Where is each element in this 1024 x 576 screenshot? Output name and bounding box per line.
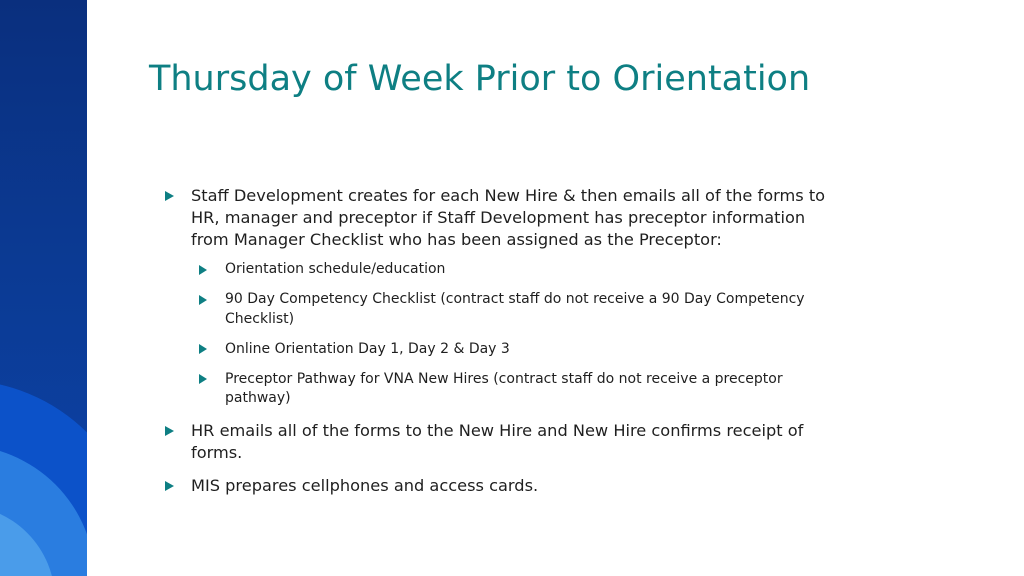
- bullet-list: [160, 185, 840, 497]
- bullet-text: Staff Development creates for each New Hire & then emails all of the forms to HR, manager and preceptor if Staff Development has preceptor information from Manager Checklist who has been assigned as the Preceptor:: [191, 186, 826, 249]
- bullet-text: MIS prepares cellphones and access cards.: [191, 475, 539, 495]
- sub-bullet-item: [194, 260, 840, 280]
- bullet-arrow-icon: [199, 344, 207, 354]
- sub-bullet-item: [194, 290, 840, 329]
- bullet-arrow-icon: [199, 295, 207, 305]
- bullet-item: [160, 420, 840, 464]
- slide-title: Thursday of Week Prior to Orientation: [149, 59, 811, 99]
- sub-bullet-item: [194, 370, 840, 409]
- bullet-arrow-icon: [199, 374, 207, 384]
- bullet-arrow-icon: [165, 481, 174, 491]
- bullet-text: HR emails all of the forms to the New Hire and New Hire confirms receipt of forms.: [191, 420, 804, 462]
- sub-bullet-text: Preceptor Pathway for VNA New Hires (contract staff do not receive a preceptor pathway): [225, 370, 783, 406]
- sub-bullet-item: [194, 340, 840, 360]
- sub-bullet-text: Orientation schedule/education: [225, 261, 446, 277]
- sub-bullet-text: 90 Day Competency Checklist (contract staff do not receive a 90 Day Competency Checklist): [225, 291, 805, 327]
- bullet-item: [160, 475, 840, 497]
- sub-bullet-text: Online Orientation Day 1, Day 2 & Day 3: [225, 340, 510, 357]
- bullet-item: [160, 185, 840, 251]
- bullet-arrow-icon: [165, 191, 174, 201]
- decorative-side-band: [0, 0, 87, 576]
- bullet-arrow-icon: [199, 265, 207, 275]
- decorative-arcs: [0, 0, 87, 576]
- bullet-arrow-icon: [165, 426, 174, 436]
